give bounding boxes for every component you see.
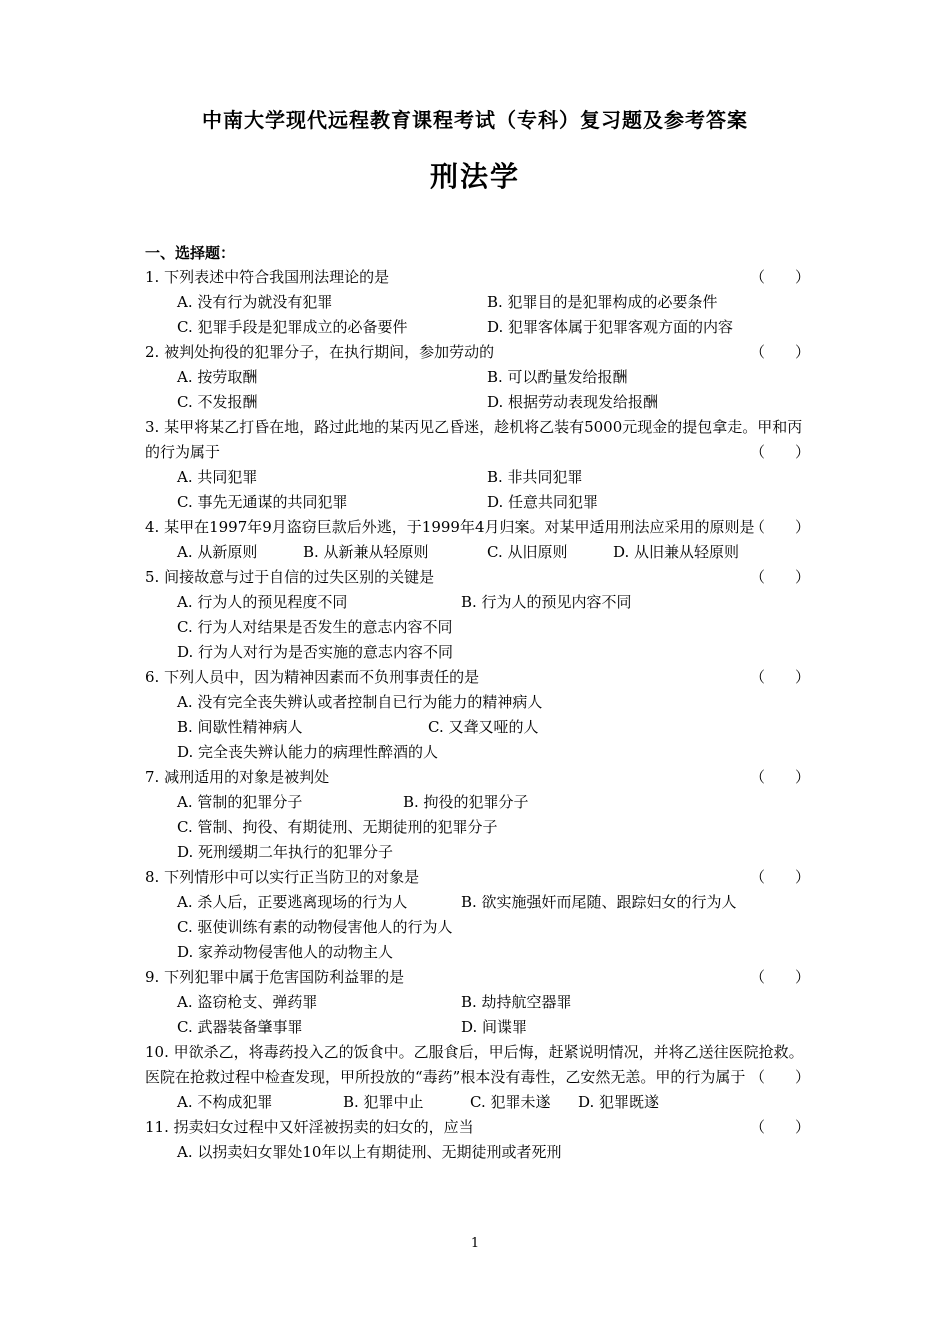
option-d: D. 行为人对行为是否实施的意志内容不同 [177, 643, 454, 661]
option-c: C. 行为人对结果是否发生的意志内容不同 [177, 618, 453, 636]
option-a: A. 杀人后，正要逃离现场的行为人 [177, 893, 408, 911]
option-a: A. 盗窃枪支、弹药罪 [177, 993, 318, 1011]
option-row [145, 1090, 810, 1115]
question-text: 1. 下列表述中符合我国刑法理论的是 [145, 268, 390, 286]
option-d: D. 犯罪客体属于犯罪客观方面的内容 [487, 318, 734, 336]
option-d: D. 根据劳动表现发给报酬 [487, 393, 659, 411]
option-row [145, 315, 810, 340]
question-4 [145, 515, 810, 565]
question-stem [145, 865, 810, 890]
option-d: D. 完全丧失辨认能力的病理性醉酒的人 [177, 743, 439, 761]
option-row [145, 1140, 810, 1165]
question-list [145, 265, 810, 1165]
question-9 [145, 965, 810, 1040]
question-text: 5. 间接故意与过于自信的过失区别的关键是 [145, 568, 435, 586]
option-row [145, 490, 810, 515]
option-a: A. 行为人的预见程度不同 [177, 593, 348, 611]
option-row [145, 990, 810, 1015]
option-row [145, 365, 810, 390]
option-row [145, 840, 810, 865]
option-c: C. 从旧原则 [487, 543, 568, 561]
option-b: B. 犯罪目的是犯罪构成的必要条件 [487, 293, 718, 311]
option-b: B. 欲实施强奸而尾随、跟踪妇女的行为人 [461, 893, 737, 911]
option-row [145, 590, 810, 615]
option-d: D. 死刑缓期二年执行的犯罪分子 [177, 843, 394, 861]
question-stem [145, 265, 810, 290]
option-row [145, 540, 810, 565]
option-d: D. 任意共同犯罪 [487, 493, 599, 511]
option-d: D. 家养动物侵害他人的动物主人 [177, 943, 394, 961]
option-row [145, 940, 810, 965]
subject-title: 刑法学 [429, 160, 520, 193]
option-d: D. 间谍罪 [461, 1018, 528, 1036]
option-d: D. 从旧兼从轻原则 [613, 543, 740, 561]
answer-bracket: （ ） [749, 268, 810, 286]
answer-bracket: （ ） [749, 518, 810, 536]
option-b: B. 劫持航空器罪 [461, 993, 572, 1011]
option-row [145, 790, 810, 815]
option-a: A. 不构成犯罪 [177, 1093, 273, 1111]
question-text: 6. 下列人员中，因为精神因素而不负刑事责任的是 [145, 668, 480, 686]
question-1 [145, 265, 810, 340]
question-text: 8. 下列情形中可以实行正当防卫的对象是 [145, 868, 420, 886]
option-c: C. 犯罪未遂 [470, 1093, 551, 1111]
option-c: C. 管制、拘役、有期徒刑、无期徒刑的犯罪分子 [177, 818, 498, 836]
answer-bracket: （ ） [749, 1118, 810, 1136]
option-b: B. 从新兼从轻原则 [303, 543, 429, 561]
option-c: C. 又聋又哑的人 [428, 718, 539, 736]
option-c: C. 武器装备肇事罪 [177, 1018, 303, 1036]
option-b: B. 可以酌量发给报酬 [487, 368, 628, 386]
option-a: A. 从新原则 [177, 543, 258, 561]
answer-bracket: （ ） [749, 668, 810, 686]
answer-bracket: （ ） [749, 768, 810, 786]
option-c: C. 事先无通谋的共同犯罪 [177, 493, 348, 511]
question-stem [145, 765, 810, 790]
option-row [145, 715, 810, 740]
option-b: B. 犯罪中止 [343, 1093, 424, 1111]
option-b: B. 非共同犯罪 [487, 468, 583, 486]
answer-bracket: （ ） [749, 1068, 810, 1086]
option-d: D. 犯罪既遂 [578, 1093, 660, 1111]
option-b: B. 行为人的预见内容不同 [461, 593, 632, 611]
option-b: B. 间歇性精神病人 [177, 718, 303, 736]
question-3 [145, 415, 810, 515]
question-2 [145, 340, 810, 415]
option-row [145, 465, 810, 490]
question-stem [145, 340, 810, 365]
page-number: 1 [470, 1236, 480, 1251]
option-a: A. 共同犯罪 [177, 468, 258, 486]
question-stem [145, 565, 810, 590]
option-row [145, 1015, 810, 1040]
option-a: A. 没有行为就没有犯罪 [177, 293, 333, 311]
question-stem [145, 1040, 810, 1090]
question-8 [145, 865, 810, 965]
option-a: A. 以拐卖妇女罪处10年以上有期徒刑、无期徒刑或者死刑 [177, 1143, 562, 1161]
option-b: B. 拘役的犯罪分子 [403, 793, 529, 811]
section-heading: 一、选择题： [145, 244, 236, 262]
question-text: 7. 减刑适用的对象是被判处 [145, 768, 330, 786]
option-c: C. 犯罪手段是犯罪成立的必备要件 [177, 318, 408, 336]
question-text: 9. 下列犯罪中属于危害国防利益罪的是 [145, 968, 405, 986]
option-row [145, 640, 810, 665]
answer-bracket: （ ） [749, 868, 810, 886]
question-11 [145, 1115, 810, 1165]
option-row [145, 815, 810, 840]
option-a: A. 管制的犯罪分子 [177, 793, 303, 811]
option-row [145, 890, 810, 915]
question-text: 11. 拐卖妇女过程中又奸淫被拐卖的妇女的，应当 [145, 1118, 474, 1136]
answer-bracket: （ ） [749, 968, 810, 986]
question-stem [145, 415, 810, 465]
option-a: A. 按劳取酬 [177, 368, 258, 386]
question-7 [145, 765, 810, 865]
document-title: 中南大学现代远程教育课程考试（专科）复习题及参考答案 [202, 108, 748, 132]
question-10 [145, 1040, 810, 1115]
answer-bracket: （ ） [749, 568, 810, 586]
answer-bracket: （ ） [749, 343, 810, 361]
question-6 [145, 665, 810, 765]
option-row [145, 390, 810, 415]
option-c: C. 不发报酬 [177, 393, 258, 411]
option-row [145, 615, 810, 640]
question-stem [145, 665, 810, 690]
question-stem [145, 1115, 810, 1140]
option-row [145, 740, 810, 765]
question-5 [145, 565, 810, 665]
question-text: 3. 某甲将某乙打昏在地，路过此地的某丙见乙昏迷，趁机将乙装有5000元现金的提包拿走。甲和丙的行为属于 [145, 418, 803, 461]
question-stem [145, 965, 810, 990]
option-row [145, 915, 810, 940]
option-a: A. 没有完全丧失辨认或者控制自已行为能力的精神病人 [177, 693, 543, 711]
question-text: 4. 某甲在1997年9月盗窃巨款后外逃，于1999年4月归案。对某甲适用刑法应采用的原则是 [145, 518, 755, 536]
option-row [145, 290, 810, 315]
option-c: C. 驱使训练有素的动物侵害他人的行为人 [177, 918, 453, 936]
question-stem [145, 515, 810, 540]
option-row [145, 690, 810, 715]
question-text: 2. 被判处拘役的犯罪分子，在执行期间，参加劳动的 [145, 343, 495, 361]
answer-bracket: （ ） [749, 443, 810, 461]
question-text: 10. 甲欲杀乙，将毒药投入乙的饭食中。乙服食后，甲后悔，赶紧说明情况，并将乙送往医院抢救。医院在抢救过程中检查发现，甲所投放的“毒药”根本没有毒性，乙安然无恙。甲的行为属于 [145, 1043, 804, 1086]
